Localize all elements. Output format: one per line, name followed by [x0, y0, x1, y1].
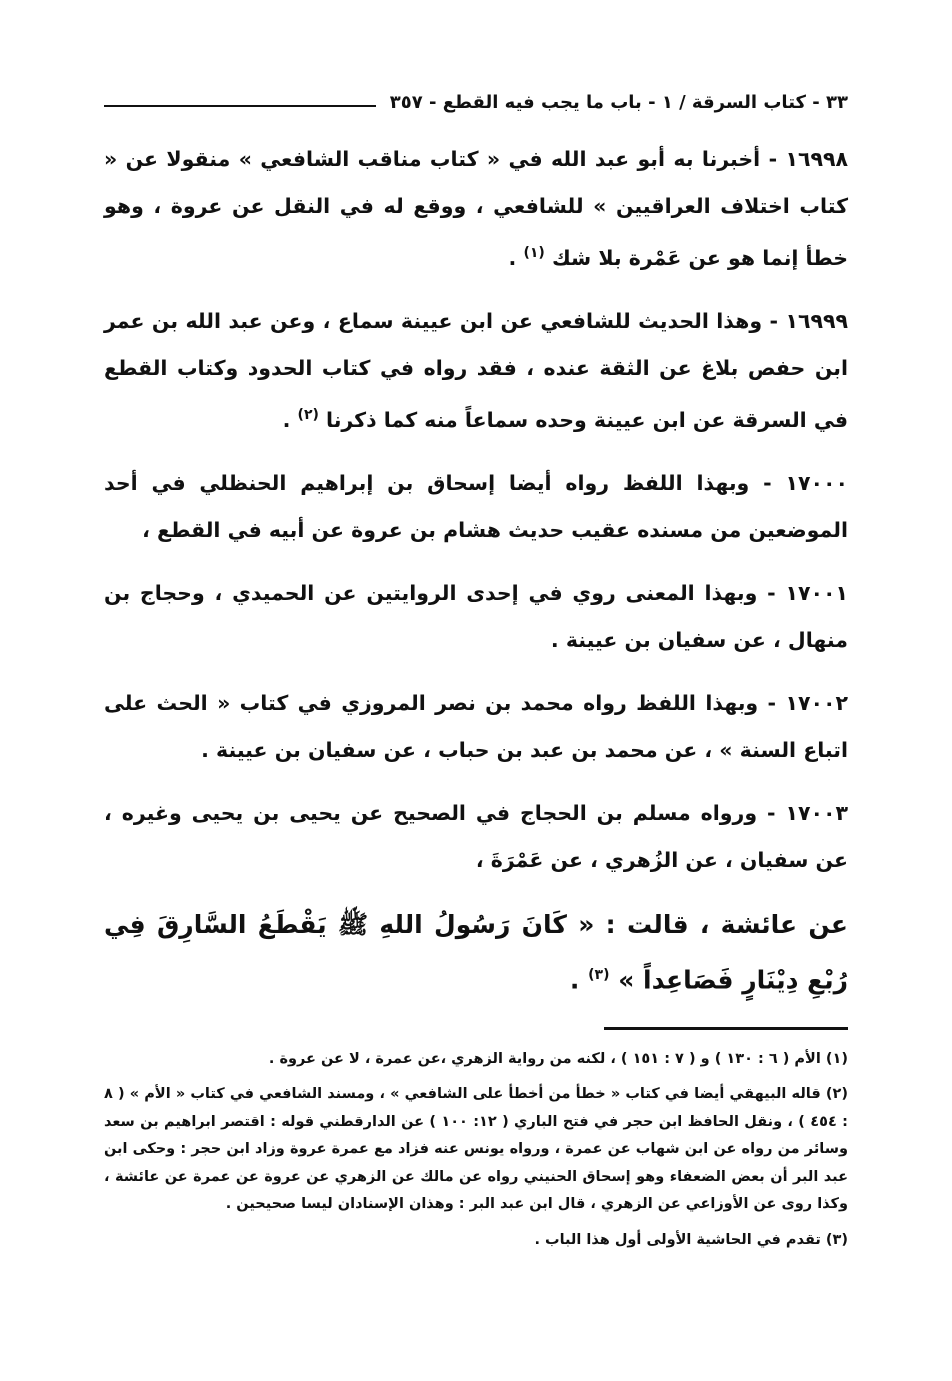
- book-page: [104, 82, 848, 1262]
- hadith-number: ١٧٠٠٠: [785, 470, 848, 495]
- footnote-separator: [604, 1027, 848, 1030]
- hadith-quote: [104, 900, 848, 1005]
- footnote-2: (٢) قاله البيهقي أيضا في كتاب « خطأ من أخطأ على الشافعي » ، ومسند الشافعي في كتاب « الأم » ( ٨ : ٤٥٤ ) ، ونقل الحافظ ابن حجر في فتح الباري ( ١٢: ١٠٠ ) عن الدارقطني قوله : اقتصر ابراهيم بن سعد وسائر من رواه عن ابن شهاب عن عمرة ، ورواه يونس عنه فزاد مع عمرة عروة وزاد ابن حجر : وحكى ابن عبد البر أن بعض الضعفاء وهو إسحاق الحنيني رواه عن مالك عن الزهري عن عروة عن عمرة عن عائشة ، وكذا روى عن الأوزاعي عن الزهري ، قال ابن عبد البر : وهذان الإسنادان ليسا صحيحين .: [104, 1086, 848, 1213]
- hadith-number: ١٦٩٩٩: [785, 308, 848, 333]
- header-rule: [104, 105, 376, 107]
- paragraph-16999: [104, 298, 848, 444]
- paragraph-17003: [104, 790, 848, 884]
- hadith-number: ١٧٠٠١: [785, 580, 848, 605]
- paragraph-text: - وهذا الحديث للشافعي عن ابن عيينة سماع ، وعن عبد الله بن عمر ابن حفص بلاغ عن الثقة عنده ، فقد رواه في كتاب الحدود وكتاب القطع في السرقة عن ابن عيينة وحده سماعاً منه كما ذكرنا: [104, 308, 848, 432]
- paragraph-text: - أخبرنا به أبو عبد الله في « كتاب مناقب الشافعي » منقولا عن « كتاب اختلاف العراقيين » للشافعي ، ووقع له في النقل عن عروة ، وهو خطأ إنما هو عن عَمْرة بلا شك: [104, 147, 848, 270]
- header-title: ٣٣ - كتاب السرقة / ١ - باب ما يجب فيه القطع - ٣٥٧: [389, 91, 848, 113]
- footnote-ref: (١): [523, 245, 545, 261]
- footnote-1: (١) الأم ( ٦ : ١٣٠ ) و ( ٧ : ١٥١ ) ، لكنه من رواية الزهري ،عن عمرة ، لا عن عروة .: [268, 1050, 848, 1067]
- paragraph-16998: [104, 136, 848, 282]
- quote-text: عن عائشة ، قالت : « كَانَ رَسُولُ اللهِ ﷺ يَقْطَعُ السَّارِقَ فِي رُبْعِ دِيْنَارٍ فَصَاعِداً »: [104, 909, 848, 994]
- running-header: [104, 82, 848, 122]
- hadith-number: ١٧٠٠٣: [785, 800, 848, 825]
- paragraph-17000: [104, 460, 848, 554]
- hadith-number: ١٧٠٠٢: [785, 690, 848, 715]
- footnote-ref: (٢): [297, 406, 319, 423]
- paragraph-tail: .: [282, 407, 298, 432]
- paragraph-text: - ورواه مسلم بن الحجاج في الصحيح عن يحيى بن يحيى وغيره ، عن سفيان ، عن الزُهري ، عن عَمْرَةَ ،: [104, 800, 848, 872]
- paragraph-17002: [104, 680, 848, 774]
- footnote-3: (٣) تقدم في الحاشية الأولى أول هذا الباب .: [534, 1231, 848, 1248]
- paragraph-text: - وبهذا المعنى روي في إحدى الروايتين عن الحميدي ، وحجاج بن منهال ، عن سفيان بن عيينة .: [104, 580, 848, 652]
- hadith-number: ١٦٩٩٨: [785, 147, 848, 171]
- paragraph-text: - وبهذا اللفظ رواه محمد بن نصر المروزي في كتاب « الحث على اتباع السنة » ، عن محمد بن عبد بن حباب ، عن سفيان بن عيينة .: [104, 690, 848, 762]
- footnotes: [104, 1046, 848, 1255]
- quote-tail: .: [569, 964, 589, 994]
- paragraph-17001: [104, 570, 848, 664]
- paragraph-text: - وبهذا اللفظ رواه أيضا إسحاق بن إبراهيم الحنظلي في أحد الموضعين من مسنده عقيب حديث هشام بن عروة عن أبيه في القطع ،: [104, 470, 848, 542]
- footnote-ref: (٣): [588, 966, 610, 983]
- paragraph-tail: .: [508, 245, 524, 270]
